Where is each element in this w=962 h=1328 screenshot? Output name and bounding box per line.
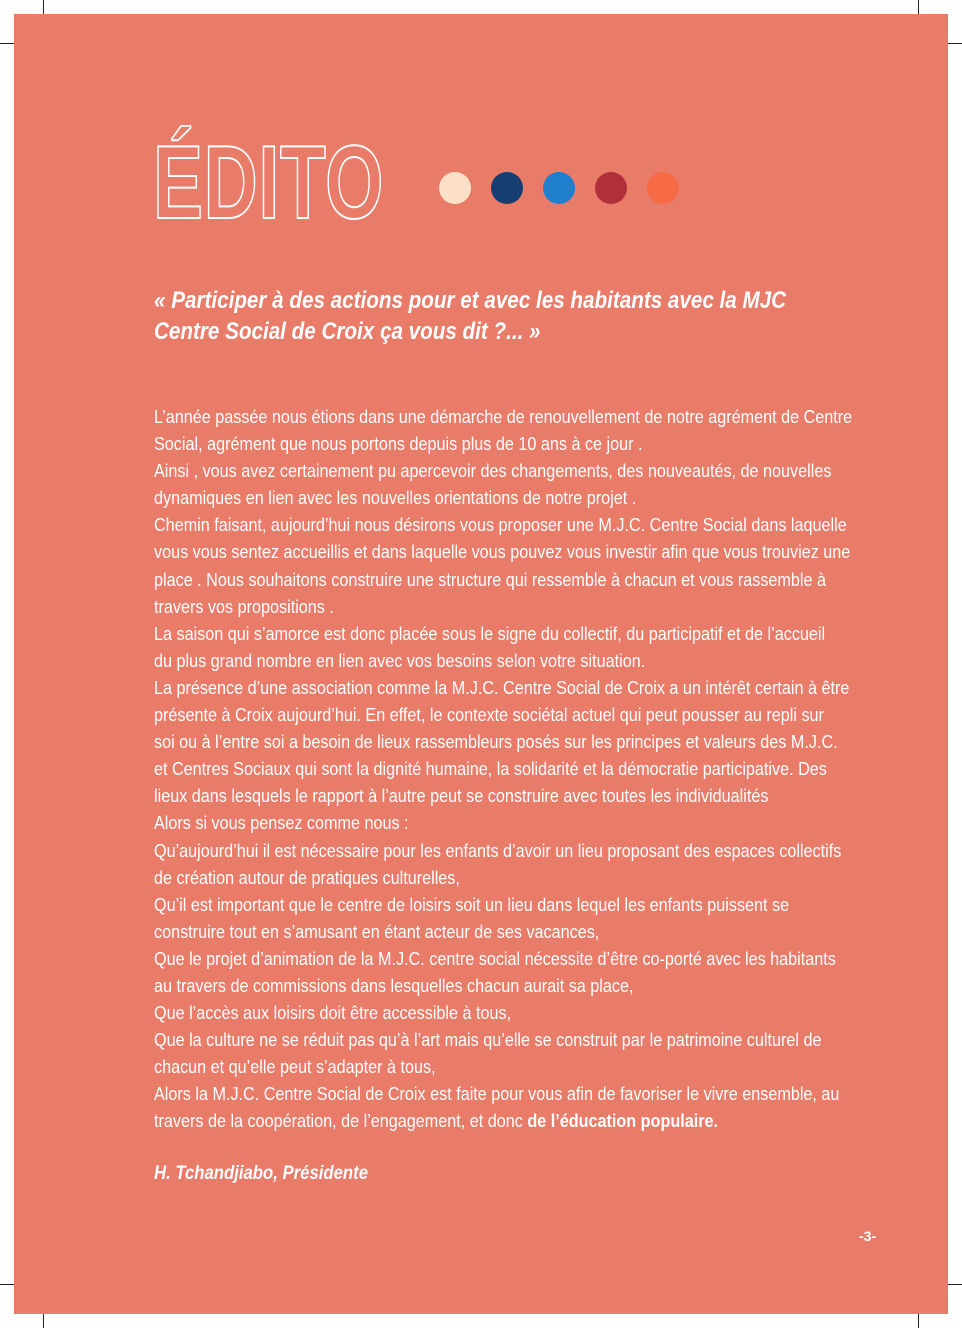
- body-line: La saison qui s’amorce est donc placée sous le signe du collectif, du participatif et de l’accueil: [154, 622, 826, 644]
- body-line: Que le projet d’animation de la M.J.C. centre social nécessite d’être co-porté avec les habitants: [154, 947, 836, 969]
- body-line: La présence d’une association comme la M.J.C. Centre Social de Croix a un intérêt certain à être: [154, 676, 850, 698]
- body-line: lieux dans lesquels le rapport à l’autre peut se construire avec toutes les individualités: [154, 785, 769, 807]
- body-line: L’année passée nous étions dans une démarche de renouvellement de notre agrément de Centre: [154, 406, 853, 427]
- dot-cream: [439, 172, 471, 204]
- body-line: Ainsi , vous avez certainement pu apercevoir des changements, des nouveautés, de nouvelles: [154, 460, 832, 482]
- crop-mark-bottom-left: [43, 1314, 44, 1328]
- page-number: -3-: [859, 1228, 877, 1244]
- body-line-last-regular: travers de la coopération, de l’engagement, et donc: [154, 1110, 528, 1132]
- body-line: au travers de commissions dans lesquelles chacun aurait sa place,: [154, 974, 634, 996]
- body-line: Social, agrément que nous portons depuis plus de 10 ans à ce jour .: [154, 433, 643, 455]
- crop-mark-top-left: [43, 0, 44, 14]
- body-line: travers vos propositions .: [154, 595, 334, 617]
- body-line: soi ou à l’entre soi a besoin de lieux rassembleurs posés sur les principes et valeurs des M.J.C.: [154, 731, 838, 753]
- crop-mark-top-left-h: [0, 43, 14, 44]
- body-line: présente à Croix aujourd’hui. En effet, le contexte sociétal actuel qui peut pousser au repli sur: [154, 704, 824, 726]
- quote-line-2: Centre Social de Croix ça vous dit ?... »: [154, 318, 541, 345]
- body-line: du plus grand nombre en lien avec vos besoins selon votre situation.: [154, 649, 646, 671]
- body-line: de création autour de pratiques culturelles,: [154, 866, 460, 888]
- signature: H. Tchandjiabo, Présidente: [154, 1163, 369, 1184]
- body-line: construire tout en s’amusant en étant acteur de ses vacances,: [154, 920, 600, 942]
- body-line: et Centres Sociaux qui sont la dignité humaine, la solidarité et la démocratie participative. Des: [154, 758, 827, 780]
- page-title: ÉDITO: [153, 125, 385, 241]
- body-line: Chemin faisant, aujourd’hui nous désirons vous proposer une M.J.C. Centre Social dans laquelle: [154, 514, 847, 536]
- dot-blue: [543, 172, 575, 204]
- body-line: Qu’il est important que le centre de loisirs soit un lieu dans lequel les enfants puissent se: [154, 893, 790, 915]
- crop-mark-bottom-left-h: [0, 1284, 14, 1285]
- body-line: Alors la M.J.C. Centre Social de Croix est faite pour vous afin de favoriser le vivre ensemble, au: [154, 1083, 840, 1105]
- body-line: Qu’aujourd’hui il est nécessaire pour les enfants d’avoir un lieu proposant des espaces collectifs: [154, 839, 842, 861]
- body-line: Alors si vous pensez comme nous :: [154, 812, 409, 834]
- body-line: chacun et qu’elle peut s’adapter à tous,: [154, 1056, 436, 1078]
- crop-mark-top-right: [918, 0, 919, 14]
- body-line: dynamiques en lien avec les nouvelles orientations de notre projet .: [154, 487, 637, 509]
- title-block: [153, 125, 474, 241]
- body-line: vous vous sentez accueillis et dans laquelle vous pouvez vous investir afin que vous trouviez une: [154, 541, 851, 563]
- body-line-last: [154, 1107, 818, 1134]
- editorial-body: [154, 403, 853, 1135]
- crop-mark-bottom-right: [918, 1314, 919, 1328]
- body-line: Que la culture ne se réduit pas qu’à l’art mais qu’elle se construit par le patrimoine culturel de: [154, 1029, 822, 1051]
- body-line: place . Nous souhaitons construire une structure qui ressemble à chacun et vous rassemble à: [154, 568, 826, 590]
- dot-red: [595, 172, 627, 204]
- crop-mark-top-right-h: [948, 43, 962, 44]
- emphasis-education-populaire: de l’éducation populaire.: [527, 1110, 719, 1132]
- body-line: Que l’accès aux loisirs doit être accessible à tous,: [154, 1002, 512, 1024]
- decorative-dots: [439, 172, 679, 204]
- dot-navy: [491, 172, 523, 204]
- dot-orange: [647, 172, 679, 204]
- intro-quote: [154, 285, 808, 347]
- crop-mark-bottom-right-h: [948, 1284, 962, 1285]
- quote-line-1: « Participer à des actions pour et avec les habitants avec la MJC: [154, 287, 787, 314]
